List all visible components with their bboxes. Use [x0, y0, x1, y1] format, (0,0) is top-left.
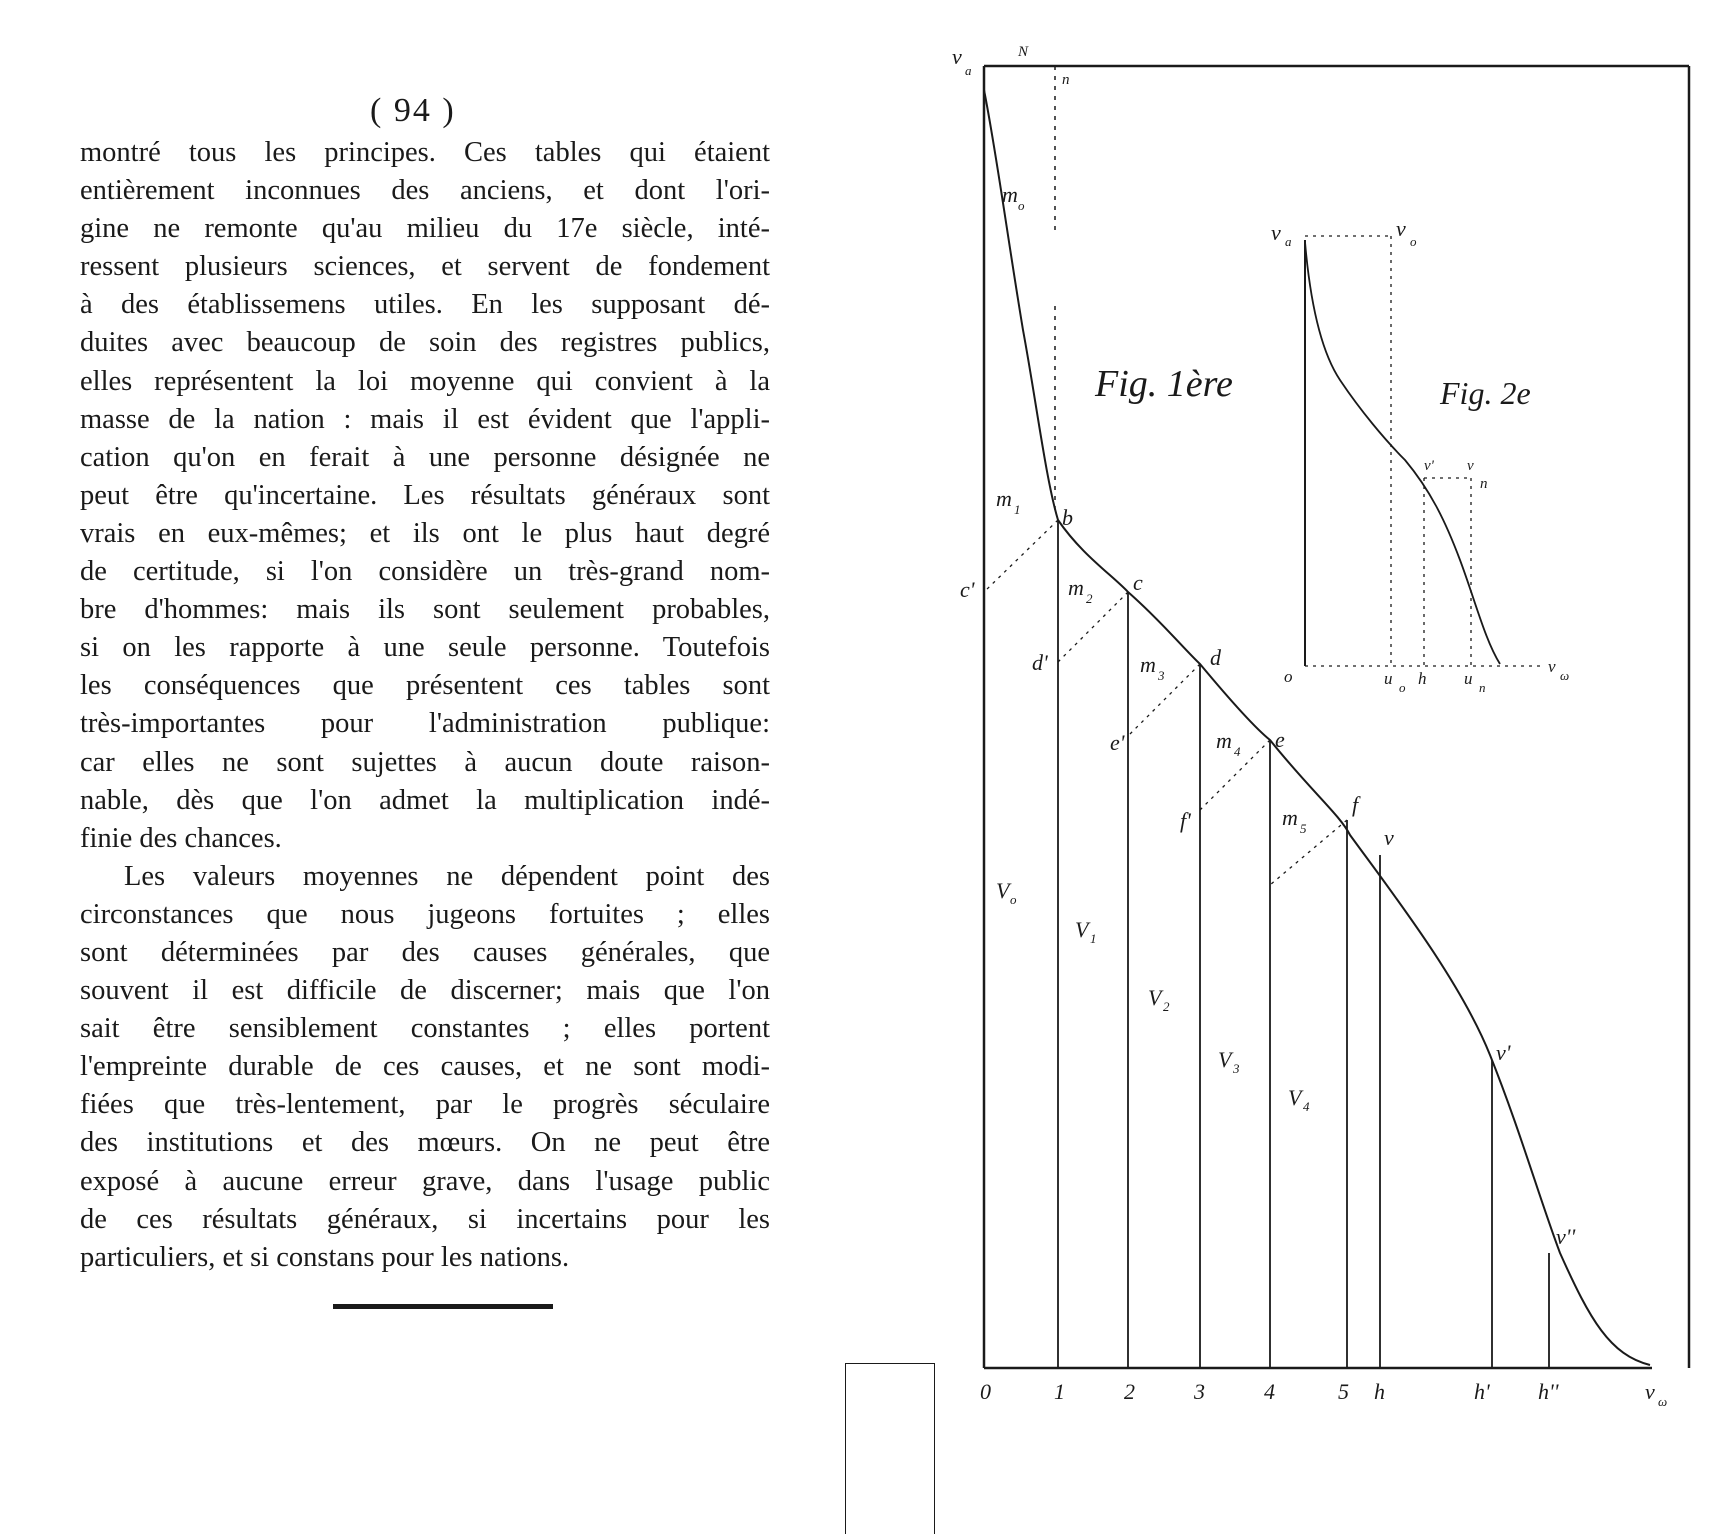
label-m0-sub: o: [1018, 198, 1025, 213]
text-line: peut être qu'incertaine. Les résultats généraux sont: [80, 479, 770, 511]
label-d-prime: d': [1032, 650, 1048, 675]
body-text: [80, 134, 770, 1277]
label-n: n: [1062, 72, 1070, 88]
label-m5-sub: 5: [1300, 821, 1307, 836]
fig1-curve: [984, 90, 1650, 1365]
text-line: entièrement inconnues des anciens, et dont l'ori-: [80, 175, 770, 207]
text-line: duites avec beaucoup de soin des registres publics,: [80, 327, 770, 359]
label-c-prime: c': [960, 577, 975, 602]
label-m1-sub: 1: [1014, 502, 1021, 517]
fig2-label-n: n: [1480, 476, 1488, 492]
fig2-label-v-prime: v': [1424, 458, 1434, 474]
text-line: des institutions et des mœurs. On ne peut être: [80, 1127, 770, 1159]
text-line: finie des chances.: [80, 822, 282, 854]
label-V2-sub: 2: [1163, 999, 1170, 1014]
text-line: sait être sensiblement constantes ; elles portent: [80, 1013, 770, 1045]
text-line: vrais en eux-mêmes; et ils ont le plus haut degré: [80, 517, 770, 549]
fig2-title: Fig. 2e: [1440, 375, 1531, 411]
fig2-label-h: h: [1418, 669, 1427, 688]
label-v-prime: v': [1496, 1040, 1511, 1065]
label-V2: V: [1148, 985, 1162, 1010]
fig1-ordinates: [1058, 520, 1549, 1368]
label-b: b: [1062, 505, 1073, 530]
fig1-frame: [984, 66, 1689, 1368]
text-line: très-importantes pour l'administration publique:: [80, 708, 770, 740]
label-f-prime: f': [1180, 808, 1191, 833]
label-V3-sub: 3: [1233, 1061, 1240, 1076]
label-V1-sub: 1: [1090, 931, 1097, 946]
x-label-5: 5: [1338, 1379, 1349, 1404]
label-d: d: [1210, 645, 1221, 670]
label-V4: V: [1288, 1085, 1302, 1110]
text-line: particuliers, et si constans pour les nations.: [80, 1241, 570, 1273]
text-line: sont déterminées par des causes générales, que: [80, 936, 770, 968]
label-V0-sub: o: [1010, 892, 1017, 907]
label-N: N: [1018, 44, 1029, 60]
label-V0: V: [996, 878, 1010, 903]
x-label-2: 2: [1124, 1379, 1135, 1404]
text-line: circonstances que nous jugeons fortuites ; elles: [80, 898, 770, 930]
label-v-point: v: [1384, 825, 1394, 850]
text-line: si on les rapporte à une seule personne. Toutefois: [80, 632, 770, 664]
text-line: car elles ne sont sujettes à aucun doute raison-: [80, 746, 770, 778]
text-line: masse de la nation : mais il est évident que l'appli-: [80, 403, 770, 435]
text-line: ressent plusieurs sciences, et servent de fondement: [80, 251, 770, 283]
x-label-v-end: v: [1645, 1379, 1655, 1404]
fig1-x-axis-labels: [980, 1379, 1667, 1409]
text-line: gine ne remonte qu'au milieu du 17e siècle, inté-: [80, 213, 770, 245]
fig1-labels: [952, 44, 1575, 1249]
label-v-second: v'': [1556, 1224, 1576, 1249]
fig1-title: Fig. 1ère: [1095, 363, 1233, 405]
text-line: à des établissemens utiles. En les supposant dé-: [80, 289, 770, 321]
label-m0: m: [1002, 182, 1018, 207]
label-V1: V: [1075, 917, 1089, 942]
label-m2: m: [1068, 575, 1084, 600]
label-f: f: [1352, 792, 1359, 817]
fig2-label-vo: v: [1396, 216, 1406, 241]
x-label-h: h: [1374, 1379, 1385, 1404]
fig2-diagram: [1271, 216, 1569, 695]
x-label-1: 1: [1054, 1379, 1065, 1404]
x-label-4: 4: [1264, 1379, 1275, 1404]
fig2-label-un: u: [1464, 669, 1473, 688]
text-line: exposé à aucune erreur grave, dans l'usage public: [80, 1165, 770, 1197]
label-m3: m: [1140, 652, 1156, 677]
fig2-label-u0: u: [1384, 669, 1393, 688]
fig2-label-vw-sub: ω: [1560, 668, 1570, 683]
label-m3-sub: 3: [1158, 668, 1165, 683]
end-rule: [333, 1304, 553, 1309]
text-line: les conséquences que présentent ces tables sont: [80, 670, 770, 702]
fig1-tangents: [984, 520, 1347, 885]
label-v: v: [952, 44, 962, 69]
label-a-sub: a: [965, 63, 972, 78]
text-line: fiées que très-lentement, par le progrès séculaire: [80, 1089, 770, 1121]
x-label-3: 3: [1194, 1379, 1205, 1404]
x-label-0: 0: [980, 1379, 991, 1404]
fig2-label-vw: v: [1548, 657, 1556, 676]
paragraph-start-line: Les valeurs moyennes ne dépendent point des: [124, 860, 770, 892]
fig2-label-o: o: [1284, 667, 1293, 686]
figure-diagram: [900, 0, 1732, 1522]
text-line: de certitude, si l'on considère un très-grand nom-: [80, 556, 770, 588]
text-line: cation qu'on en ferait à une personne désignée ne: [80, 441, 770, 473]
fig2-label-va-sub: a: [1285, 234, 1292, 249]
label-c: c: [1133, 570, 1143, 595]
label-V3: V: [1218, 1047, 1232, 1072]
text-line: souvent il est difficile de discerner; mais que l'on: [80, 975, 770, 1007]
label-m4: m: [1216, 728, 1232, 753]
fig2-label-va: v: [1271, 220, 1281, 245]
fig2-label-u0-sub: o: [1399, 680, 1406, 695]
page-number: ( 94 ): [370, 92, 456, 129]
label-e: e: [1275, 727, 1285, 752]
label-m4-sub: 4: [1234, 744, 1241, 759]
label-m1: m: [996, 486, 1012, 511]
text-line: elles représentent la loi moyenne qui convient à la: [80, 365, 770, 397]
x-label-h-second: h'': [1538, 1379, 1559, 1404]
label-V4-sub: 4: [1303, 1099, 1310, 1114]
text-line: nable, dès que l'on admet la multiplication indé-: [80, 784, 770, 816]
fig2-label-vo-sub: o: [1410, 234, 1417, 249]
x-label-v-end-sub: ω: [1658, 1394, 1668, 1409]
text-line: de ces résultats généraux, si incertains pour les: [80, 1203, 770, 1235]
text-line: bre d'hommes: mais ils sont seulement probables,: [80, 594, 770, 626]
text-line: l'empreinte durable de ces causes, et ne sont modi-: [80, 1051, 770, 1083]
text-line: montré tous les principes. Ces tables qui étaient: [80, 137, 770, 168]
x-label-h-prime: h': [1474, 1379, 1490, 1404]
fig2-label-v: v: [1467, 458, 1474, 474]
label-e-prime: e': [1110, 730, 1125, 755]
label-m2-sub: 2: [1086, 591, 1093, 606]
label-m5: m: [1282, 805, 1298, 830]
fig2-label-un-sub: n: [1479, 680, 1486, 695]
